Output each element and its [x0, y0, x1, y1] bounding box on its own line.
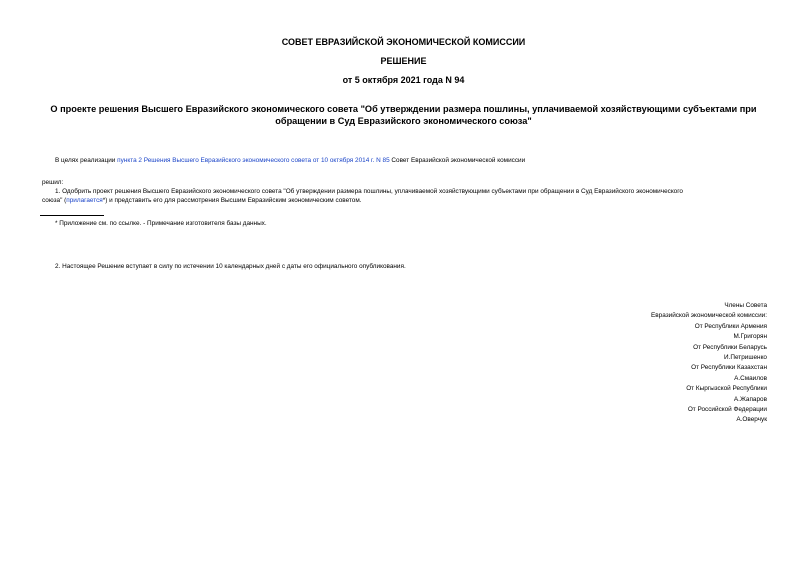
signature-line: А.Смаилов	[734, 374, 767, 382]
preamble-text-after: Совет Евразийской экономической комиссии	[389, 157, 526, 164]
item-1-line-2	[42, 196, 362, 205]
document-title: О проекте решения Высшего Евразийского экономического совета "Об утверждении размера пошлины, уплачиваемой хозяйствующими субъектами при обращении в Суд Евразийского экономического союза"	[50, 104, 757, 126]
signature-line: От Республики Армения	[694, 322, 767, 330]
footnote-text: * Приложение см. по ссылке. - Примечание изготовителя базы данных.	[55, 220, 267, 227]
signature-line: От Кыргызской Республики	[686, 385, 767, 393]
signature-line: Евразийской экономической комиссии:	[651, 312, 767, 320]
signature-block	[467, 301, 767, 426]
item-1-text-before: союза" (	[42, 197, 67, 204]
signature-line: А.Оверчук	[736, 416, 767, 424]
signature-line: От Российской Федерации	[687, 405, 767, 413]
organization-heading: СОВЕТ ЕВРАЗИЙСКОЙ ЭКОНОМИЧЕСКОЙ КОМИССИИ	[281, 37, 526, 47]
preamble-text-before: В целях реализации	[55, 157, 118, 164]
item-1-line-1: 1. Одобрить проект решения Высшего Евразийского экономического совета "Об утверждении размера пошлины, уплачиваемой хозяйствующими субъектами при обращении в Суд Евразийского экономического	[55, 188, 683, 195]
signature-line: Члены Совета	[724, 302, 767, 309]
signature-line: От Республики Беларусь	[693, 343, 767, 351]
footnote-divider	[40, 215, 104, 216]
preamble-paragraph	[55, 156, 525, 165]
item-1-text-after: *) и представить его для рассмотрения Высшим Евразийским экономическим советом.	[102, 197, 362, 204]
preamble-reference-link[interactable]: пункта 2 Решения Высшего Евразийского экономического совета от 10 октября 2014 г. N 85	[117, 157, 390, 164]
signature-line: От Республики Казахстан	[691, 364, 767, 372]
signature-line: А.Жапаров	[733, 395, 767, 403]
document-type-heading: РЕШЕНИЕ	[380, 56, 427, 66]
resolved-label: решил:	[42, 179, 64, 186]
signature-line: И.Петришенко	[724, 353, 767, 361]
document-date-heading: от 5 октября 2021 года N 94	[342, 75, 465, 85]
signature-line: М.Григорян	[733, 333, 767, 341]
item-2-paragraph: 2. Настоящее Решение вступает в силу по истечении 10 календарных дней с даты его официального опубликования.	[55, 263, 406, 270]
attachment-link[interactable]: прилагается	[66, 197, 103, 204]
